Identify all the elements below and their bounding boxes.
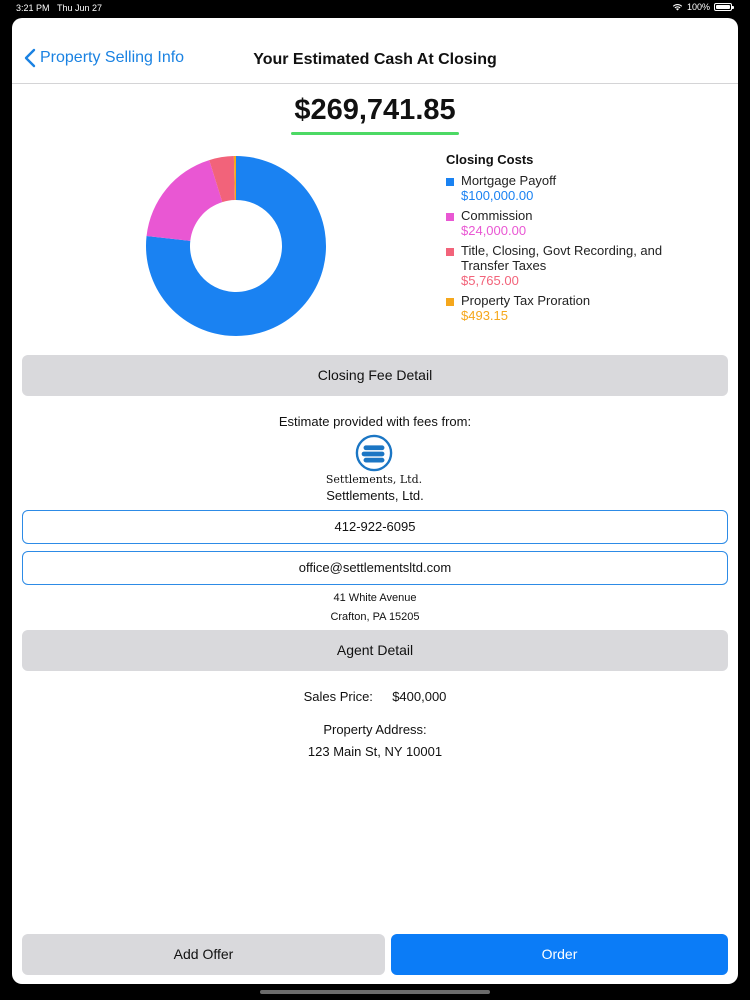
- legend-swatch: [446, 248, 454, 256]
- back-button-label: Property Selling Info: [40, 49, 185, 66]
- legend-item: [446, 208, 706, 239]
- legend-items: [446, 173, 706, 324]
- status-date: Thu Jun 27: [57, 3, 103, 13]
- settlements-logo: [324, 434, 424, 484]
- provider-intro: Estimate provided with fees from:: [278, 414, 472, 429]
- navigation-bar: [12, 18, 738, 84]
- property-address-value: 123 Main St, NY 10001: [307, 744, 443, 759]
- estimated-cash-amount: $269,741.85: [294, 94, 456, 126]
- battery-fill: [716, 5, 730, 9]
- agent-detail-button[interactable]: Agent Detail: [22, 630, 728, 671]
- status-right: [672, 2, 732, 12]
- property-address-label: Property Address:: [323, 722, 427, 737]
- order-button[interactable]: Order: [391, 934, 728, 975]
- logo-text: Settlements, Ltd.: [325, 473, 423, 486]
- legend-value: $100,000.00: [461, 188, 534, 203]
- legend-name: Commission: [461, 208, 533, 223]
- legend-swatch: [446, 213, 454, 221]
- status-time: 3:21 PM: [16, 3, 50, 13]
- status-bar: [0, 0, 750, 16]
- sales-price-row: [12, 689, 738, 704]
- add-offer-button[interactable]: Add Offer: [22, 934, 385, 975]
- wifi-icon: [672, 3, 683, 11]
- legend-name: Property Tax Proration: [461, 293, 591, 308]
- provider-email-button[interactable]: office@settlementsltd.com: [22, 551, 728, 585]
- legend-value: $24,000.00: [461, 223, 527, 238]
- legend-text: [461, 293, 590, 324]
- battery-percent: 100%: [686, 2, 710, 12]
- settlements-logo-icon: [355, 434, 393, 472]
- sales-price-value: $400,000: [392, 689, 447, 704]
- legend-name: Title, Closing, Govt Recording, and Transfer Taxes: [461, 243, 663, 273]
- legend-name: Mortgage Payoff: [461, 173, 557, 188]
- legend-title: Closing Costs: [446, 152, 534, 167]
- closing-costs-donut-chart: [144, 154, 328, 338]
- provider-phone-button[interactable]: 412-922-6095: [22, 510, 728, 544]
- closing-estimate-sheet: [12, 18, 738, 984]
- legend-text: [461, 208, 533, 239]
- legend-value: $493.15: [461, 308, 508, 323]
- donut-slice-1: [147, 160, 223, 241]
- legend-item: [446, 173, 706, 204]
- provider-name: Settlements, Ltd.: [326, 488, 424, 503]
- legend-text: [461, 173, 556, 204]
- sales-price-label: Sales Price:: [303, 689, 373, 704]
- page-title: Your Estimated Cash At Closing: [253, 51, 497, 68]
- closing-fee-detail-button[interactable]: Closing Fee Detail: [22, 355, 728, 396]
- provider-address-line2: Crafton, PA 15205: [330, 611, 420, 623]
- legend-text: [461, 243, 706, 289]
- provider-address-line1: 41 White Avenue: [333, 592, 417, 604]
- legend-swatch: [446, 298, 454, 306]
- legend-value: $5,765.00: [461, 273, 519, 288]
- home-indicator: [260, 990, 490, 994]
- legend-item: [446, 243, 706, 289]
- chart-legend: [446, 152, 706, 328]
- amount-underline: [291, 132, 459, 135]
- legend-swatch: [446, 178, 454, 186]
- battery-icon: [714, 3, 732, 11]
- legend-item: [446, 293, 706, 324]
